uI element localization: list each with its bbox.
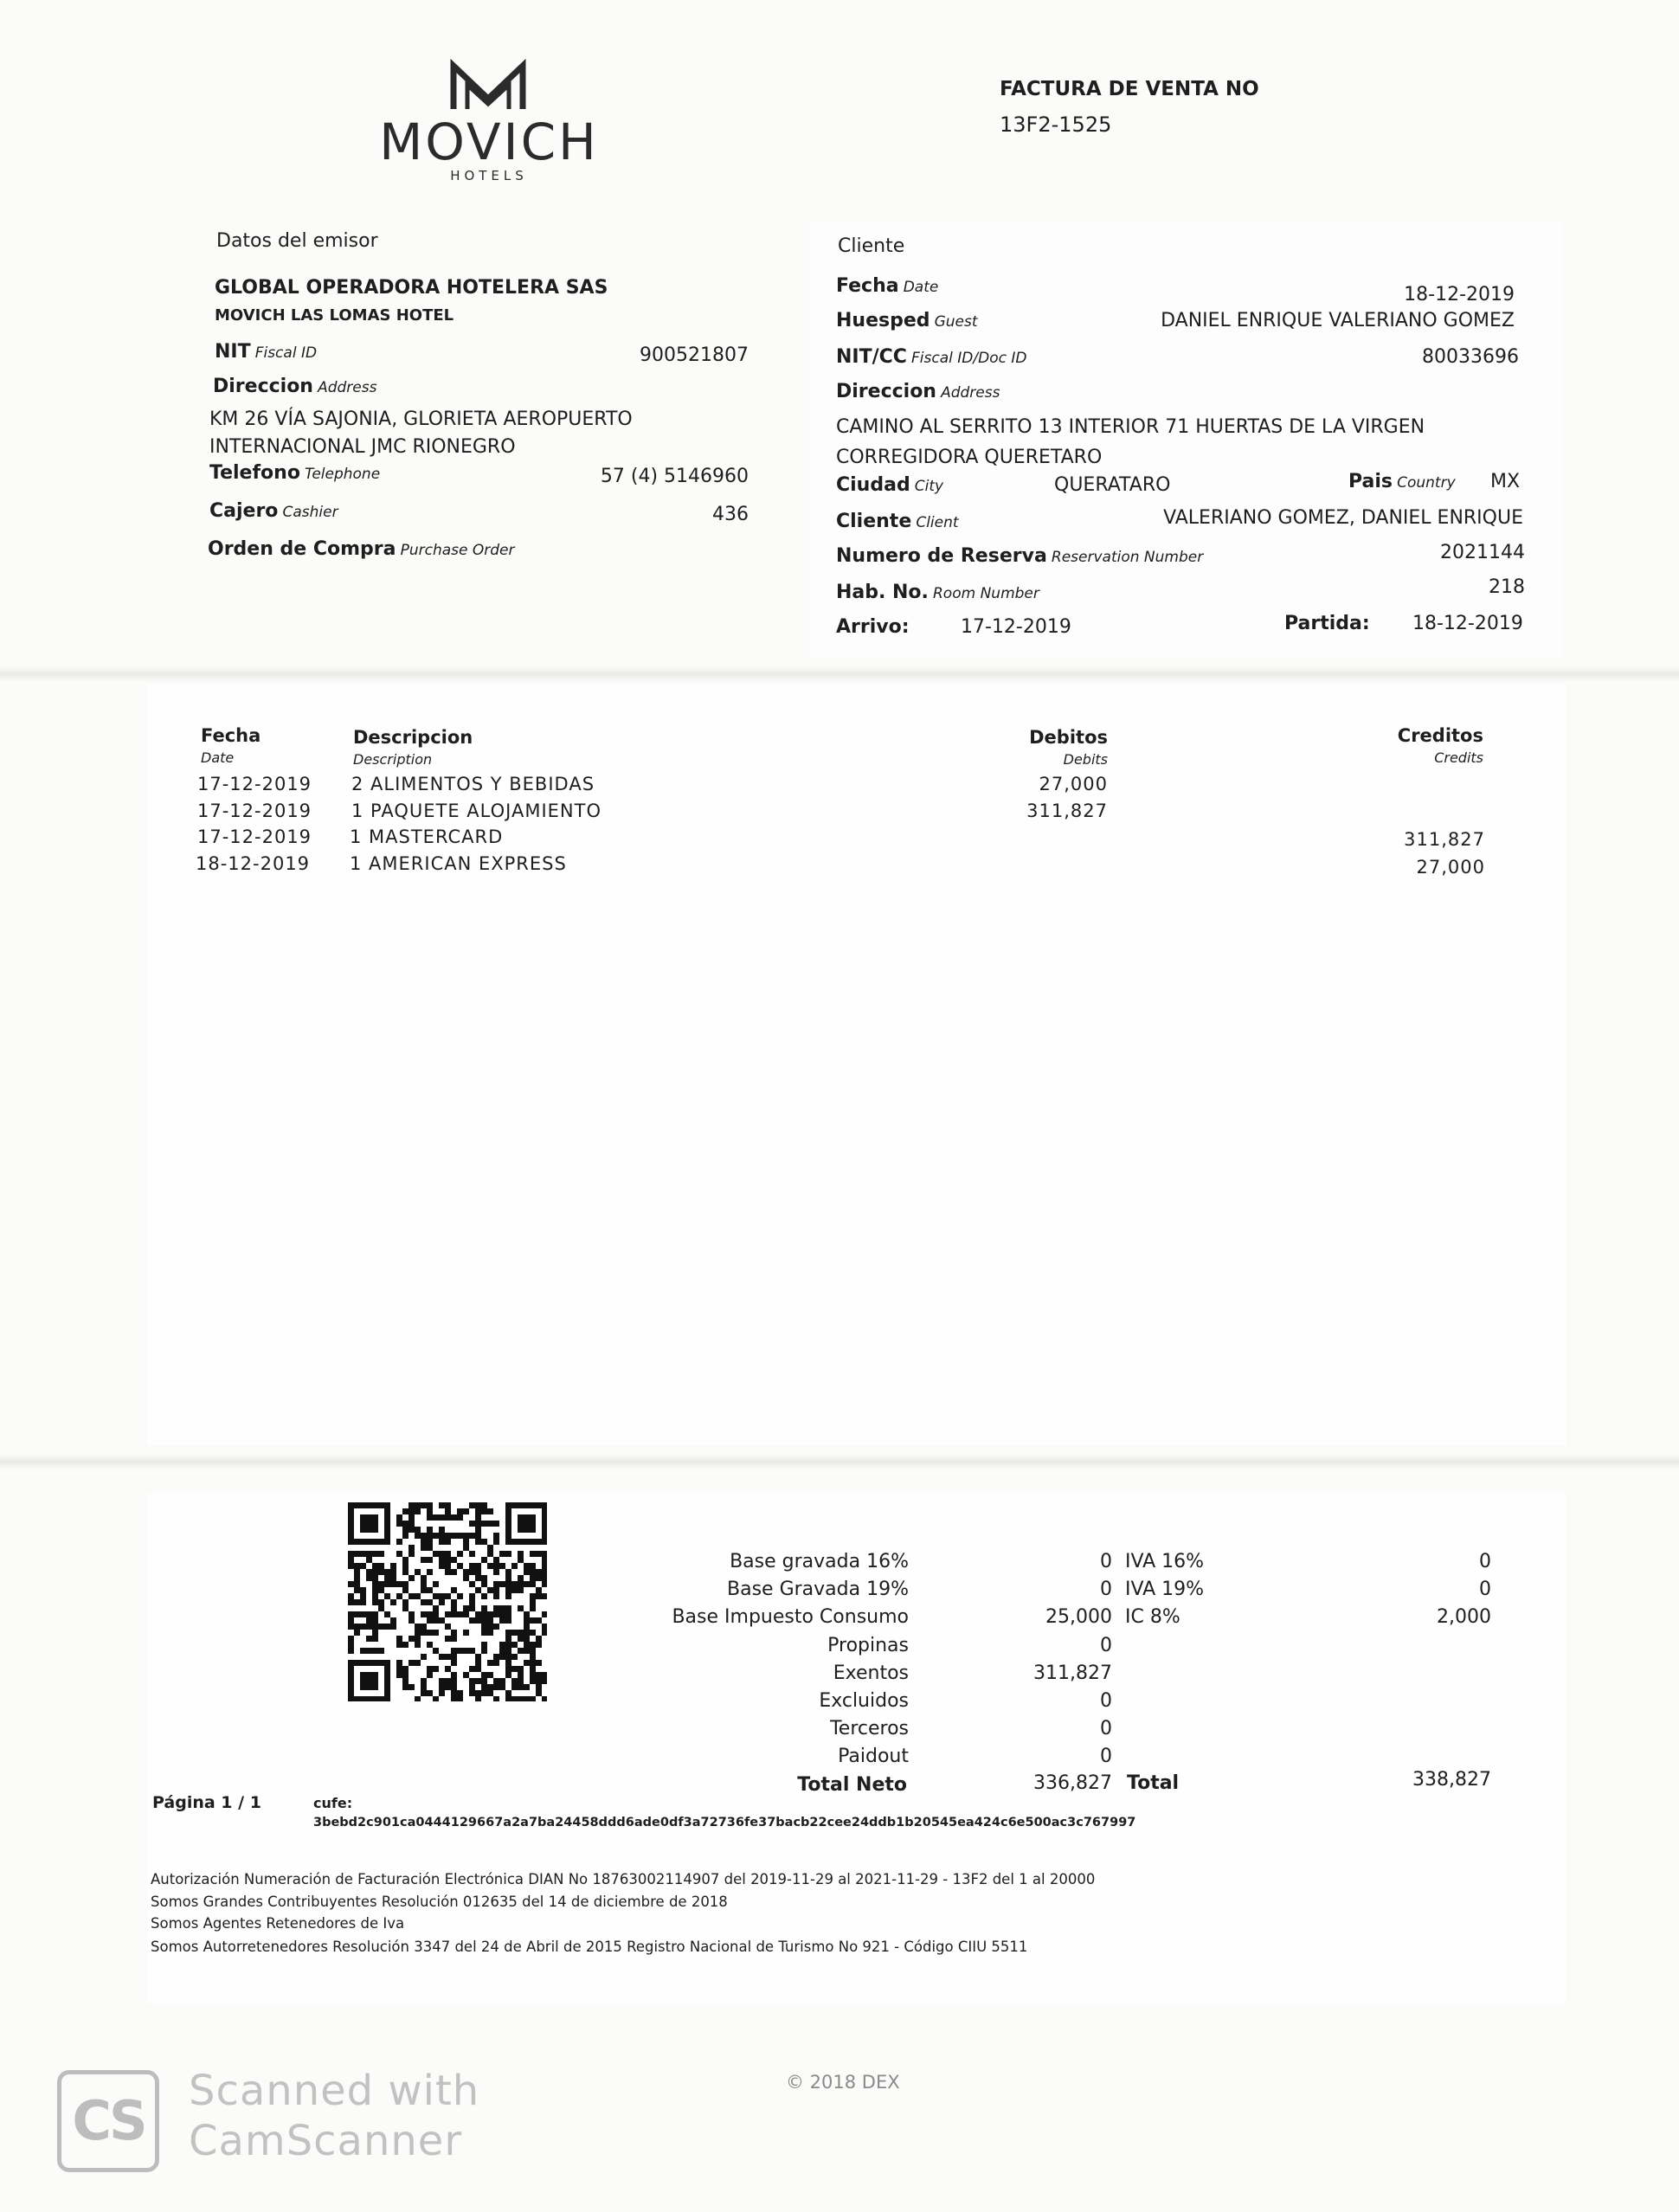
client-reservation-value: 2021144 xyxy=(1440,542,1525,563)
issuer-nit-value: 900521807 xyxy=(640,344,749,366)
camscanner-line1: Scanned with xyxy=(189,2067,480,2115)
row-date: 18-12-2019 xyxy=(196,853,311,874)
movich-m-icon xyxy=(448,59,528,113)
issuer-phone-label: Telefono xyxy=(209,462,300,484)
legal-line: Somos Agentes Retenedores de Iva xyxy=(151,1915,405,1932)
client-reservation-sub: Reservation Number xyxy=(1051,549,1204,566)
totals-value: 311,827 xyxy=(1033,1662,1112,1684)
totals-label: Terceros xyxy=(830,1718,909,1739)
client-reservation xyxy=(836,545,1203,567)
totals-label: Base Gravada 19% xyxy=(727,1579,909,1600)
brand-sub: HOTELS xyxy=(450,168,528,183)
row-date: 17-12-2019 xyxy=(197,826,312,847)
totals-value: 0 xyxy=(1100,1551,1112,1572)
row-desc: 1 MASTERCARD xyxy=(350,826,504,847)
issuer-section-title: Datos del emisor xyxy=(216,230,378,252)
cufe-label: cufe: xyxy=(313,1795,353,1811)
totals-label: Base Impuesto Consumo xyxy=(672,1606,909,1628)
client-date xyxy=(836,275,938,297)
issuer-po-label: Orden de Compra xyxy=(208,538,396,560)
client-address-line1: CAMINO AL SERRITO 13 INTERIOR 71 HUERTAS DE LA VIRGEN xyxy=(836,416,1425,438)
issuer-address xyxy=(213,376,376,397)
client-country-value: MX xyxy=(1490,471,1521,492)
tax-label: IVA 16% xyxy=(1125,1551,1205,1572)
issuer-phone-sub: Telephone xyxy=(305,466,381,483)
totals-value: 0 xyxy=(1100,1579,1112,1600)
client-guest-sub: Guest xyxy=(934,313,978,331)
issuer-nit-label: NIT xyxy=(215,341,251,363)
col-debits-header: Debitos xyxy=(1029,727,1108,748)
legal-line: Somos Grandes Contribuyentes Resolución 012635 del 14 de diciembre de 2018 xyxy=(151,1894,728,1910)
brand-logo xyxy=(346,52,632,190)
client-departure-value: 18-12-2019 xyxy=(1412,613,1523,634)
client-arrival-value: 17-12-2019 xyxy=(961,616,1071,638)
client-room-sub: Room Number xyxy=(933,585,1039,602)
row-desc: 1 PAQUETE ALOJAMIENTO xyxy=(351,801,601,821)
client-city-sub: City xyxy=(914,478,944,495)
cufe-value: 3bebd2c901ca0444129667a2a7ba24458ddd6ade0df3a72736fe37bacb22cee24ddb1b20545ea424c6e500ac3c767997 xyxy=(313,1816,1136,1829)
qr-code xyxy=(348,1502,547,1701)
issuer-company: GLOBAL OPERADORA HOTELERA SAS xyxy=(215,277,608,299)
issuer-hotel: MOVICH LAS LOMAS HOTEL xyxy=(215,306,454,325)
total-neto-value: 336,827 xyxy=(1033,1772,1112,1794)
tax-value: 0 xyxy=(1479,1579,1491,1600)
client-client xyxy=(836,511,959,532)
totals-label: Paidout xyxy=(838,1746,909,1767)
camscanner-line2: CamScanner xyxy=(189,2117,463,2165)
client-nit xyxy=(836,346,1026,368)
client-address xyxy=(836,381,1000,402)
issuer-cashier-label: Cajero xyxy=(209,500,279,522)
col-date-sub: Date xyxy=(201,749,235,766)
issuer-address-line2: INTERNACIONAL JMC RIONEGRO xyxy=(209,436,516,458)
issuer-cashier xyxy=(209,500,338,522)
client-client-label: Cliente xyxy=(836,511,912,532)
row-desc: 2 ALIMENTOS Y BEBIDAS xyxy=(351,774,595,794)
client-address-label: Direccion xyxy=(836,381,936,402)
client-date-value: 18-12-2019 xyxy=(1404,284,1515,305)
client-client-sub: Client xyxy=(916,514,959,531)
total-value: 338,827 xyxy=(1412,1769,1491,1791)
col-desc-sub: Description xyxy=(353,751,433,768)
issuer-nit xyxy=(215,341,317,363)
issuer-address-line1: KM 26 VÍA SAJONIA, GLORIETA AEROPUERTO xyxy=(209,408,633,430)
totals-label: Propinas xyxy=(827,1635,909,1656)
legal-line: Autorización Numeración de Facturación Electrónica DIAN No 18763002114907 del 2019-11-29 al 2021-11-29 - 13F2 del 1 al 20000 xyxy=(151,1871,1096,1887)
client-guest-value: DANIEL ENRIQUE VALERIANO GOMEZ xyxy=(1161,310,1515,331)
totals-value: 0 xyxy=(1100,1718,1112,1739)
issuer-phone-value: 57 (4) 5146960 xyxy=(600,466,749,487)
fold-line xyxy=(0,1454,1679,1469)
client-address-sub: Address xyxy=(941,384,1000,402)
row-credit: 311,827 xyxy=(1404,829,1485,850)
client-country-label: Pais xyxy=(1348,471,1393,492)
total-label: Total xyxy=(1127,1772,1180,1794)
client-date-sub: Date xyxy=(903,279,939,296)
tax-label: IVA 19% xyxy=(1125,1579,1205,1600)
issuer-cashier-sub: Cashier xyxy=(282,504,338,521)
col-credits-header: Creditos xyxy=(1397,725,1483,746)
brand-name: MOVICH xyxy=(379,113,599,171)
col-debits-sub: Debits xyxy=(1063,751,1108,768)
body-panel xyxy=(147,684,1566,1445)
totals-value: 0 xyxy=(1100,1746,1112,1767)
issuer-address-sub: Address xyxy=(318,379,377,396)
row-debit: 27,000 xyxy=(1039,774,1108,794)
client-departure-label: Partida: xyxy=(1284,613,1370,634)
col-date-header: Fecha xyxy=(201,725,261,746)
client-guest-label: Huesped xyxy=(836,310,930,331)
row-credit: 27,000 xyxy=(1416,857,1485,878)
client-city-label: Ciudad xyxy=(836,474,910,496)
client-city-value: QUERATARO xyxy=(1054,474,1171,496)
issuer-address-label: Direccion xyxy=(213,376,313,397)
issuer-nit-sub: Fiscal ID xyxy=(254,344,318,362)
row-date: 17-12-2019 xyxy=(197,801,312,821)
client-country-sub: Country xyxy=(1397,474,1456,492)
client-room xyxy=(836,582,1039,603)
client-nit-label: NIT/CC xyxy=(836,346,907,368)
client-city xyxy=(836,474,943,496)
invoice-number: 13F2-1525 xyxy=(1000,113,1112,137)
copyright: © 2018 DEX xyxy=(786,2072,900,2093)
fold-line xyxy=(0,666,1679,682)
issuer-cashier-value: 436 xyxy=(712,504,749,525)
tax-value: 2,000 xyxy=(1437,1606,1491,1628)
totals-label: Excluidos xyxy=(819,1690,909,1712)
totals-label: Base gravada 16% xyxy=(730,1551,909,1572)
client-nit-value: 80033696 xyxy=(1422,346,1519,368)
client-guest xyxy=(836,310,978,331)
client-country xyxy=(1348,471,1456,492)
issuer-po xyxy=(208,538,514,560)
tax-label: IC 8% xyxy=(1125,1606,1180,1628)
client-room-label: Hab. No. xyxy=(836,582,929,603)
totals-value: 0 xyxy=(1100,1690,1112,1712)
issuer-po-sub: Purchase Order xyxy=(400,542,515,559)
client-date-label: Fecha xyxy=(836,275,899,297)
client-reservation-label: Numero de Reserva xyxy=(836,545,1047,567)
totals-value: 0 xyxy=(1100,1635,1112,1656)
client-section-title: Cliente xyxy=(838,235,905,257)
totals-label: Exentos xyxy=(833,1662,909,1684)
issuer-phone xyxy=(209,462,380,484)
col-desc-header: Descripcion xyxy=(353,727,473,748)
client-room-value: 218 xyxy=(1489,576,1525,598)
row-date: 17-12-2019 xyxy=(197,774,312,794)
client-arrival-label: Arrivo: xyxy=(836,616,910,638)
page-number: Página 1 / 1 xyxy=(152,1793,261,1812)
client-client-value: VALERIANO GOMEZ, DANIEL ENRIQUE xyxy=(1163,507,1523,529)
totals-value: 25,000 xyxy=(1045,1606,1112,1628)
client-address-line2: CORREGIDORA QUERETARO xyxy=(836,447,1103,468)
row-debit: 311,827 xyxy=(1026,801,1108,821)
camscanner-logo: CS xyxy=(57,2070,159,2172)
tax-value: 0 xyxy=(1479,1551,1491,1572)
total-neto-label: Total Neto xyxy=(797,1774,907,1796)
row-desc: 1 AMERICAN EXPRESS xyxy=(350,853,567,874)
legal-line: Somos Autorretenedores Resolución 3347 del 24 de Abril de 2015 Registro Nacional de Turismo No 921 - Código CIIU 5511 xyxy=(151,1939,1028,1955)
invoice-title: FACTURA DE VENTA NO xyxy=(1000,78,1259,100)
client-nit-sub: Fiscal ID/Doc ID xyxy=(911,350,1027,367)
col-credits-sub: Credits xyxy=(1434,749,1483,766)
